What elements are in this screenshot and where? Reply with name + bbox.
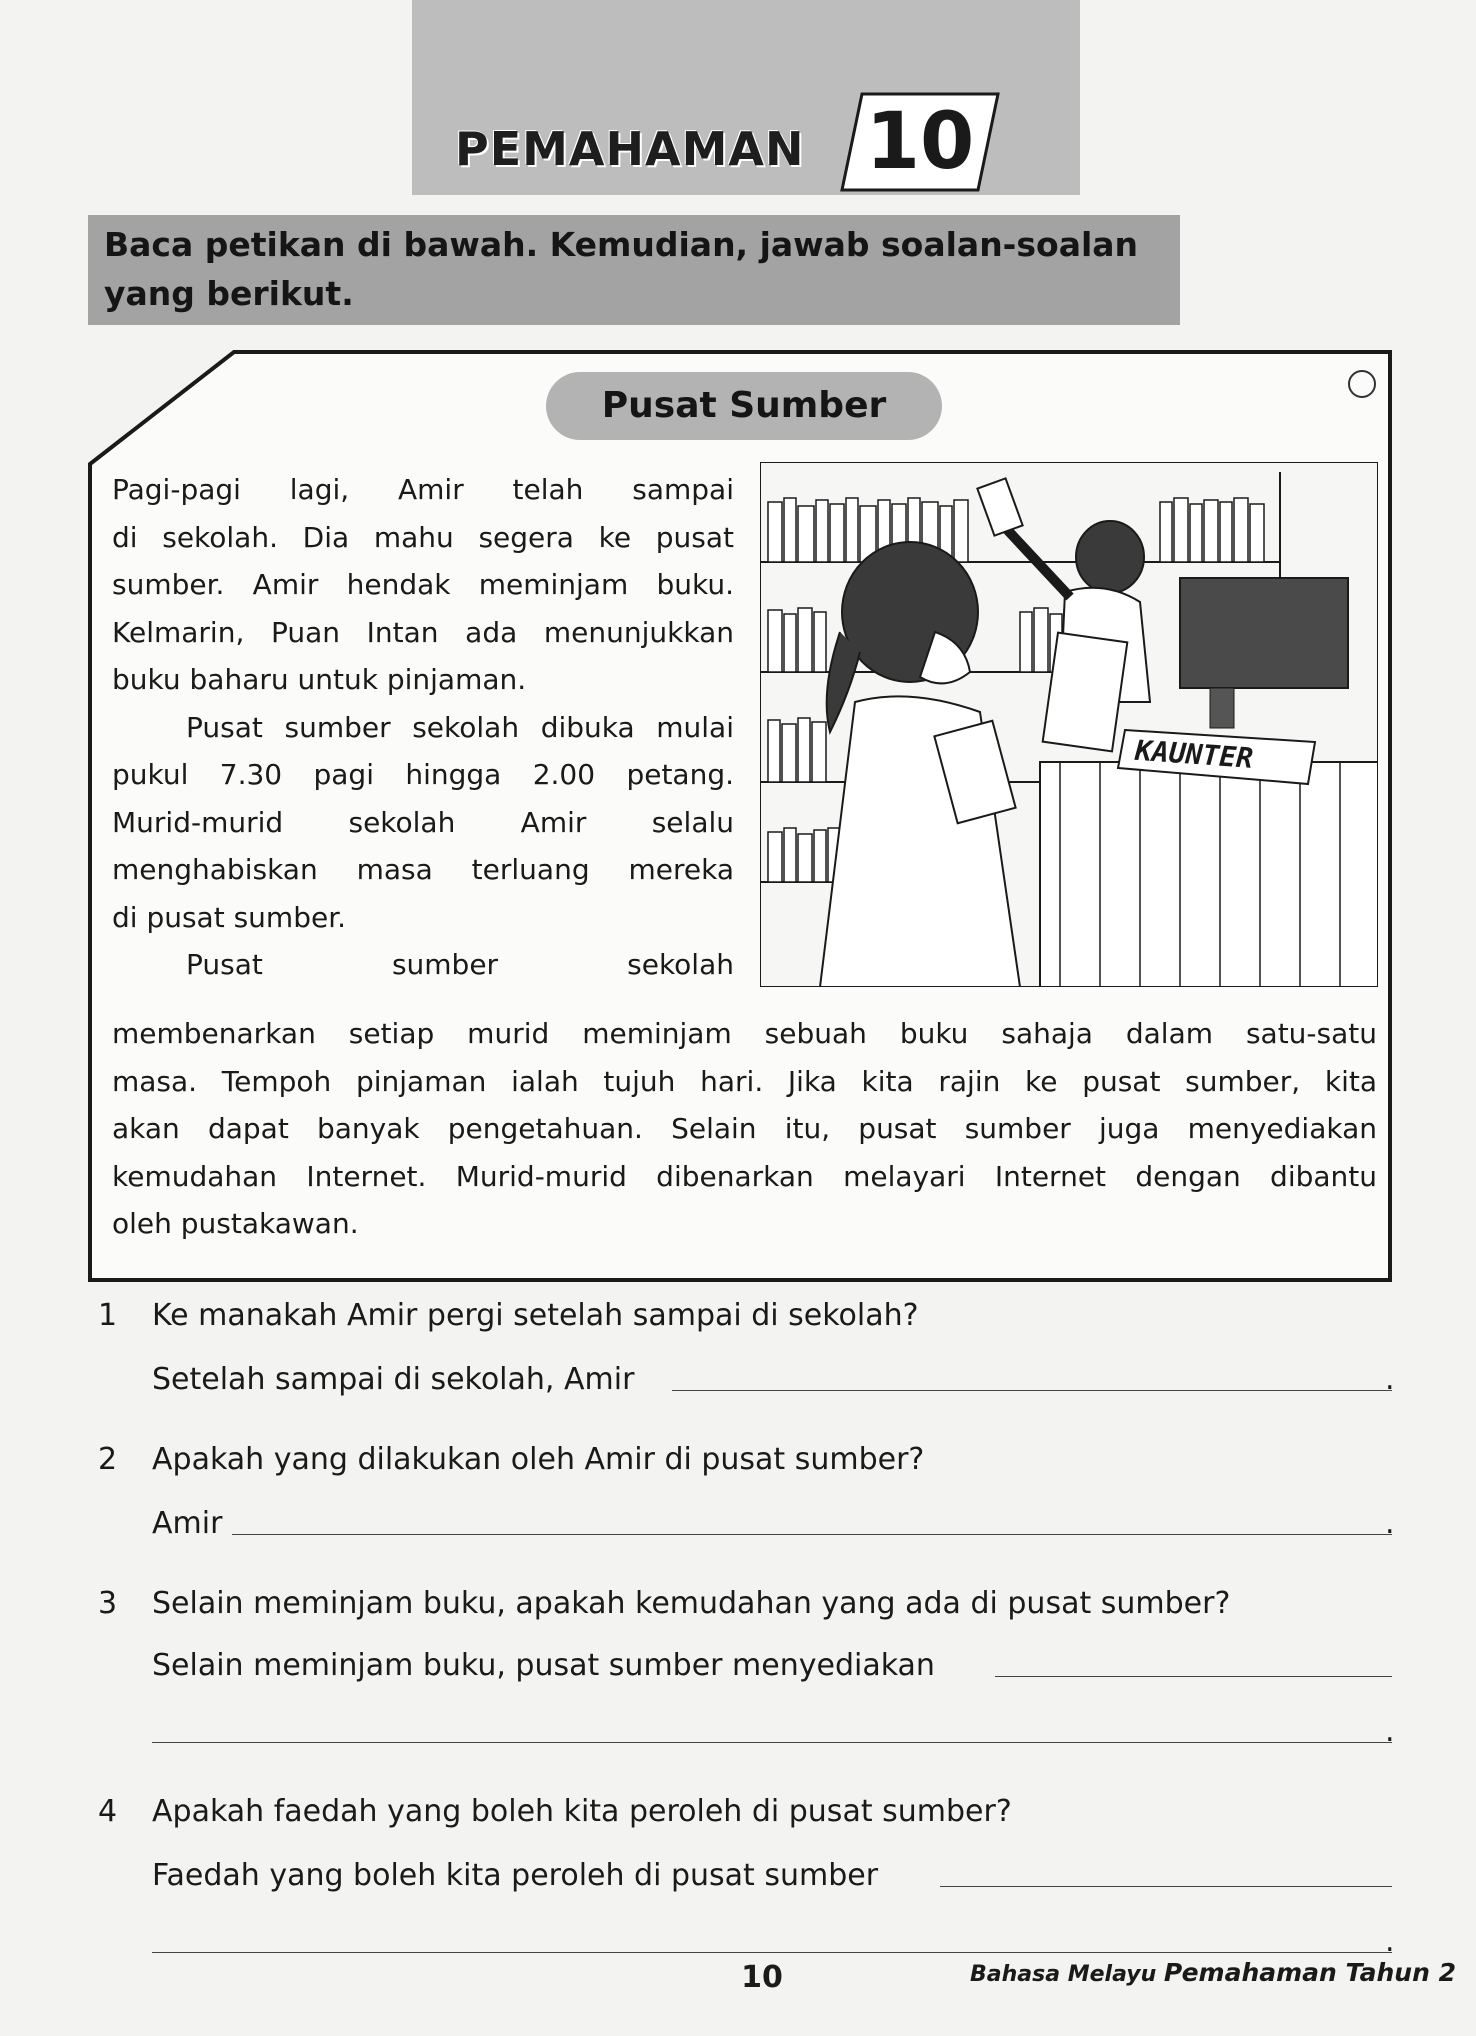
- answer-line[interactable]: [152, 1952, 1392, 1953]
- instruction-line: Baca petikan di bawah. Kemudian, jawab soalan-soalan: [104, 225, 1139, 264]
- passage-title: Pusat Sumber: [601, 385, 887, 426]
- page-number: 10: [741, 1960, 783, 1995]
- corner-circle-icon: [1348, 370, 1376, 398]
- answer-full-stop: .: [1385, 1714, 1395, 1749]
- passage-line: Pusat sumber sekolah: [186, 948, 734, 981]
- page-title: PEMAHAMAN: [455, 122, 805, 176]
- passage-line: oleh pustakawan.: [112, 1207, 359, 1240]
- question-number: 3: [98, 1586, 118, 1621]
- instruction-line: yang berikut.: [104, 274, 354, 313]
- library-illustration: [760, 462, 1378, 987]
- unit-number: 10: [865, 97, 975, 187]
- answer-full-stop: .: [1385, 1924, 1395, 1959]
- passage-bottom-text: [112, 1010, 1377, 1248]
- passage-left-text: [112, 466, 734, 989]
- answer-prompt: Selain meminjam buku, pusat sumber menyediakan: [152, 1648, 935, 1683]
- passage-line: Kelmarin, Puan Intan ada menunjukkan: [112, 615, 734, 649]
- passage-line: membenarkan setiap murid meminjam sebuah buku sahaja dalam satu-satu: [112, 1017, 1377, 1050]
- question-text: Apakah yang dilakukan oleh Amir di pusat sumber?: [152, 1442, 925, 1477]
- book-title: [970, 1958, 1456, 1987]
- passage-line: menghabiskan masa terluang mereka: [112, 853, 734, 886]
- passage-line: di sekolah. Dia mahu segera ke pusat: [112, 520, 734, 554]
- answer-line[interactable]: [995, 1676, 1392, 1677]
- passage-line: Pagi-pagi lagi, Amir telah sampai: [112, 473, 734, 506]
- passage-line: Murid-murid sekolah Amir selalu: [112, 805, 734, 839]
- passage-line: Pusat sumber sekolah dibuka mulai: [186, 710, 734, 744]
- passage-line: masa. Tempoh pinjaman ialah tujuh hari. Jika kita rajin ke pusat sumber, kita: [112, 1064, 1377, 1098]
- question-number: 1: [98, 1298, 118, 1333]
- question-number: 4: [98, 1794, 118, 1829]
- answer-line[interactable]: [232, 1534, 1392, 1535]
- passage-line: sumber. Amir hendak meminjam buku.: [112, 568, 734, 601]
- passage-line: kemudahan Internet. Murid-murid dibenarkan melayari Internet dengan dibantu: [112, 1159, 1377, 1193]
- passage-line: buku baharu untuk pinjaman.: [112, 663, 527, 696]
- book-title-prefix: Bahasa Melayu: [970, 1962, 1157, 1987]
- book-title-main: Pemahaman Tahun 2: [1163, 1958, 1456, 1987]
- answer-prompt: Faedah yang boleh kita peroleh di pusat sumber: [152, 1858, 879, 1893]
- answer-line[interactable]: [940, 1886, 1392, 1887]
- answer-line[interactable]: [152, 1742, 1392, 1743]
- counter-sign-label: KAUNTER: [1134, 733, 1255, 775]
- passage-line: pukul 7.30 pagi hingga 2.00 petang.: [112, 758, 734, 791]
- instruction-text: [104, 220, 1184, 318]
- answer-line[interactable]: [672, 1390, 1392, 1391]
- passage-line: akan dapat banyak pengetahuan. Selain itu, pusat sumber juga menyediakan: [112, 1112, 1377, 1145]
- question-text: Ke manakah Amir pergi setelah sampai di sekolah?: [152, 1298, 919, 1333]
- question-text: Apakah faedah yang boleh kita peroleh di pusat sumber?: [152, 1794, 1012, 1829]
- question-text: Selain meminjam buku, apakah kemudahan yang ada di pusat sumber?: [152, 1586, 1231, 1621]
- answer-prompt: Amir: [152, 1506, 223, 1541]
- passage-line: di pusat sumber.: [112, 900, 347, 934]
- answer-full-stop: .: [1385, 1362, 1395, 1397]
- answer-prompt: Setelah sampai di sekolah, Amir: [152, 1362, 635, 1397]
- question-number: 2: [98, 1442, 118, 1477]
- answer-full-stop: .: [1385, 1506, 1395, 1541]
